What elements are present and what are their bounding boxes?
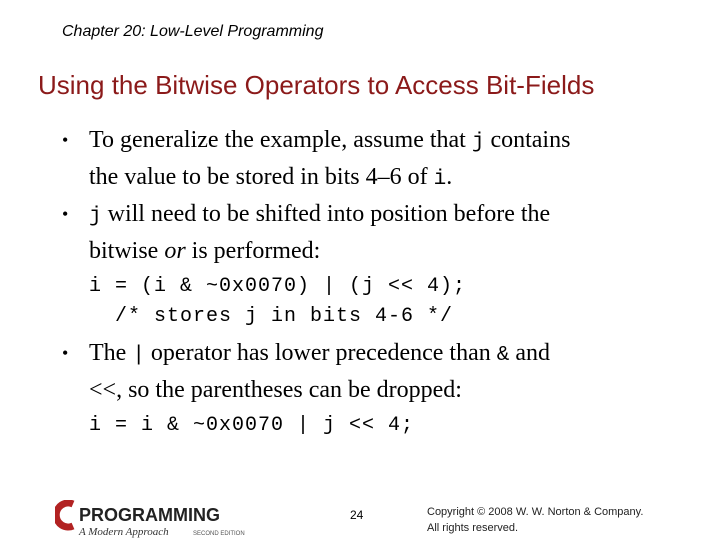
code-line-2: /* stores j in bits 4-6 */ [89,305,454,328]
bullet-item-1 [62,123,662,197]
bullet-icon: • [62,204,69,224]
logo-c-mark [56,503,73,527]
logo-sub-text: A Modern Approach [79,526,169,538]
bullet-icon: • [62,343,69,363]
page-number: 24 [350,508,364,522]
chapter-header: Chapter 20: Low-Level Programming [62,23,324,40]
logo-edition-text: SECOND EDITION [193,531,245,537]
code-line-1: i = (i & ~0x0070) | (j << 4); [89,275,467,298]
bullet-text: To generalize the example, assume that j contains the value to be stored in bits 4–6 of i. [89,127,571,191]
bullet-text: j will need to be shifted into position before the bitwise or is performed: [89,201,551,264]
bullet-text: The | operator has lower precedence than & and <<, so the parentheses can be dropped: [89,340,551,403]
bullet-item-3 [62,336,662,407]
copyright-line-1: Copyright © 2008 W. W. Norton & Company. [427,506,644,518]
code-line-3: i = i & ~0x0070 | j << 4; [89,414,415,437]
copyright-notice [427,504,643,536]
bullet-item-2 [62,197,662,268]
bullet-icon: • [62,130,69,150]
c-programming-logo [55,500,270,540]
logo-main-text: PROGRAMMING [79,505,220,525]
slide-title: Using the Bitwise Operators to Access Bit-Fields [38,70,595,100]
copyright-line-2: All rights reserved. [427,522,519,534]
logo-graphic [55,500,270,540]
